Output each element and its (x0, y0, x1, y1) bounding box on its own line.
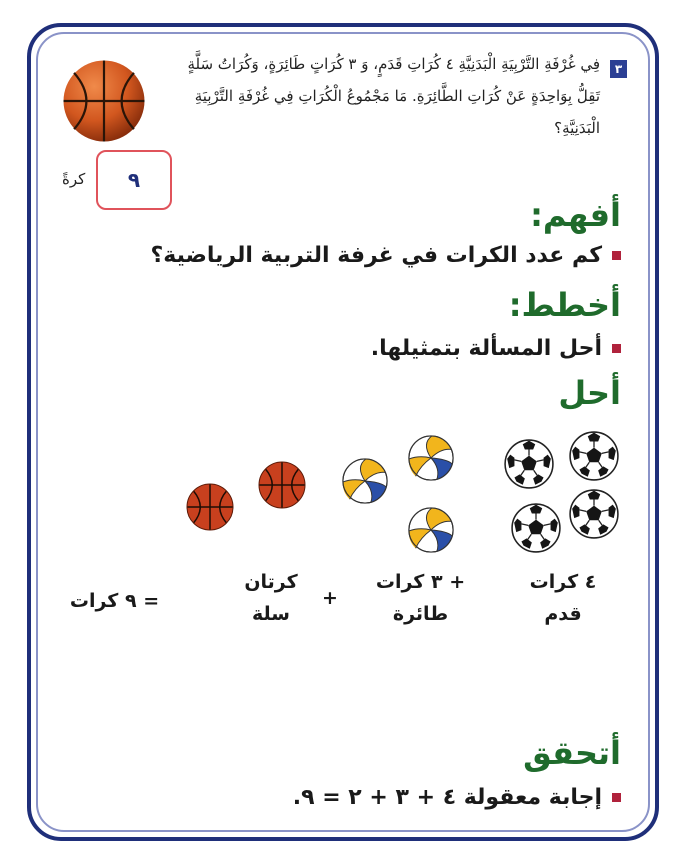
heading-solve: أحل (558, 374, 621, 412)
basketball-icon (257, 460, 307, 510)
eq-result: = ٩ كرات (69, 590, 160, 612)
eq-volleyball-count: + ٣ كرات طائرة (375, 571, 466, 625)
soccer-ball-icon (503, 438, 555, 490)
problem-text: فِي غُرْفَةِ التَّرْبِيَةِ الْبَدَنِيَّةِ ٤ كُرَاتِ قَدَمٍ، وَ ٣ كُرَاتٍ طَائِرَةٍ، وَكُرَاتُ سَلَّةٍ تَقِلُّ بِوَاحِدَةٍ عَنْ كُرَاتِ الطَّائِرَةِ. مَا مَجْمُوعُ الْكُرَاتِ فِي غُرْفَةِ التَّرْبِيَةِ الْبَدَنِيَّةِ؟ (187, 55, 600, 137)
basketball-icon (60, 57, 148, 145)
answer-box: ٩ (96, 150, 172, 210)
plan-text: أحل المسألة بتمثيلها. (370, 336, 602, 361)
basketball-icon (185, 482, 235, 532)
problem-number-badge: ٣ (610, 60, 627, 78)
eq-plus-sign: + (322, 587, 338, 609)
soccer-ball-icon (510, 502, 562, 554)
bullet-marker (612, 251, 621, 260)
bullet-marker (612, 793, 621, 802)
eq-basketball-count: كرتان سلة (244, 571, 298, 625)
eq-soccer-count: ٤ كرات قدم (529, 571, 597, 625)
volleyball-icon (341, 457, 389, 505)
volleyball-icon (407, 506, 455, 554)
soccer-ball-icon (568, 488, 620, 540)
heading-plan: أخطط: (508, 286, 621, 324)
heading-check: أتحقق (523, 734, 621, 772)
volleyball-icon (407, 434, 455, 482)
understand-bullet-line (151, 243, 621, 268)
understand-question: كم عدد الكرات في غرفة التربية الرياضية؟ (150, 243, 602, 268)
heading-understand: أفهم: (530, 196, 621, 234)
plan-bullet-line (371, 336, 621, 361)
check-text: إجابة معقولة ٤ + ٣ + ٢ = ٩. (292, 785, 602, 810)
check-bullet-line (293, 785, 621, 810)
soccer-ball-icon (568, 430, 620, 482)
bullet-marker (612, 344, 621, 353)
answer-unit: كرةً (62, 170, 86, 188)
